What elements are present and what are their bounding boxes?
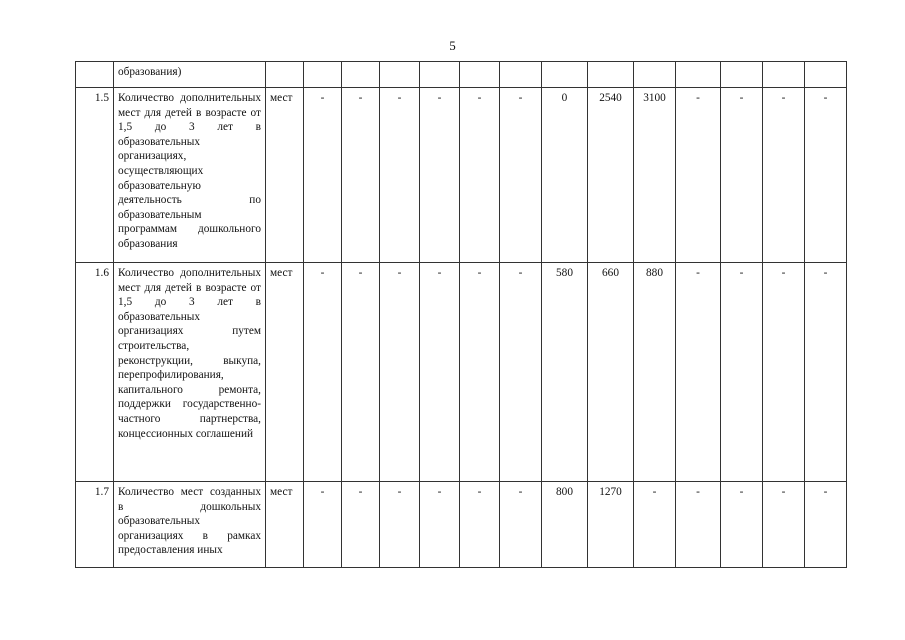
indicator-name-cell: Количество мест созданных в дошкольных образовательных организациях в рамках предоставления иных (114, 482, 266, 568)
value-cell: - (420, 482, 460, 568)
value-cell: - (342, 263, 380, 482)
row-number-cell: 1.7 (76, 482, 114, 568)
value-cell: - (721, 263, 763, 482)
value-cell: - (676, 482, 721, 568)
indicator-name-cell: образования) (114, 62, 266, 88)
value-cell: - (420, 263, 460, 482)
value-cell: - (460, 482, 500, 568)
value-cell: - (342, 88, 380, 263)
value-cell: 3100 (634, 88, 676, 263)
indicators-table (75, 61, 847, 568)
row-number-cell: 1.5 (76, 88, 114, 263)
value-cell: - (380, 88, 420, 263)
value-cell: 1270 (588, 482, 634, 568)
indicator-name-cell: Количество дополнительных мест для детей в возрасте от 1,5 до 3 лет в образовательных организациях путем строительства, реконструкции, выкупа, перепрофилирования, капитального ремонта, поддержки государственно-частного партнерства, концессионных соглашений (114, 263, 266, 482)
value-cell: - (500, 263, 542, 482)
unit-cell: мест (266, 263, 304, 482)
value-cell: - (342, 482, 380, 568)
value-cell: - (763, 482, 805, 568)
value-cell: - (460, 263, 500, 482)
value-cell: 880 (634, 263, 676, 482)
table-row (76, 263, 847, 482)
indicator-name-cell: Количество дополнительных мест для детей в возрасте от 1,5 до 3 лет в образовательных организациях, осуществляющих образовательную деятельность по образовательным программам дошкольного образования (114, 88, 266, 263)
unit-cell: мест (266, 482, 304, 568)
value-cell: - (304, 263, 342, 482)
table-row (76, 482, 847, 568)
value-cell: - (500, 482, 542, 568)
value-cell: 2540 (588, 88, 634, 263)
table-row (76, 88, 847, 263)
row-number-cell: 1.6 (76, 263, 114, 482)
value-cell: - (721, 88, 763, 263)
value-cell: - (304, 482, 342, 568)
value-cell: - (805, 88, 847, 263)
table-row-continuation (76, 62, 847, 88)
value-cell: - (763, 88, 805, 263)
value-cell: 580 (542, 263, 588, 482)
value-cell: - (460, 88, 500, 263)
value-cell: - (805, 482, 847, 568)
value-cell: - (676, 263, 721, 482)
value-cell: - (380, 263, 420, 482)
value-cell: - (634, 482, 676, 568)
value-cell: - (380, 482, 420, 568)
value-cell: - (676, 88, 721, 263)
value-cell: 800 (542, 482, 588, 568)
value-cell: - (721, 482, 763, 568)
value-cell: - (763, 263, 805, 482)
row-number-cell (76, 62, 114, 88)
value-cell: - (420, 88, 460, 263)
page-number: 5 (449, 38, 456, 53)
unit-cell: мест (266, 88, 304, 263)
value-cell: - (304, 88, 342, 263)
value-cell: 660 (588, 263, 634, 482)
value-cell: - (805, 263, 847, 482)
value-cell: 0 (542, 88, 588, 263)
value-cell: - (500, 88, 542, 263)
